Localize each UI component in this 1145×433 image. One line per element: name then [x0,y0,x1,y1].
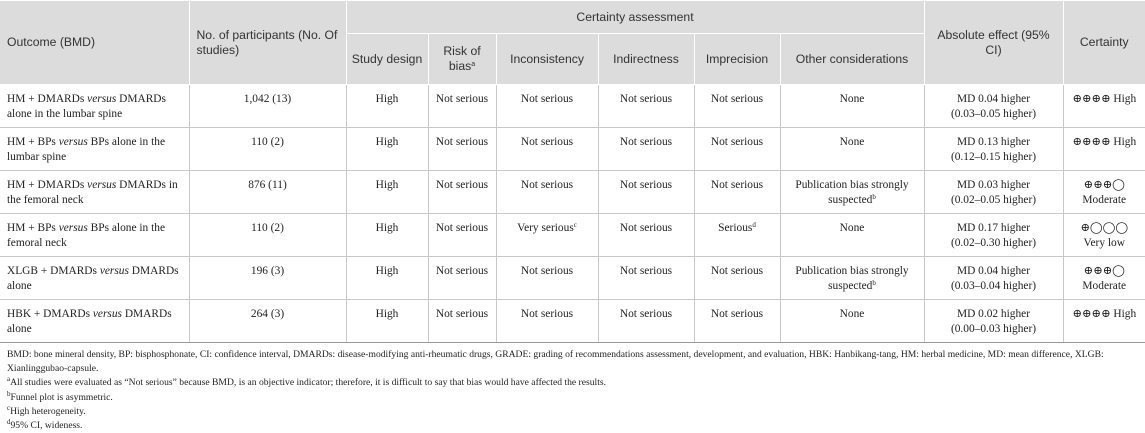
table-footnotes [7,348,1137,433]
other-considerations-cell: None [780,300,924,343]
absolute-effect-cell: MD 0.03 higher (0.02–0.05 higher) [924,171,1063,214]
study-design-cell: High [346,171,428,214]
outcome-cell: HM + BPs versus BPs alone in the lumbar spine [0,128,189,171]
indirectness-cell: Not serious [598,171,694,214]
absolute-effect-cell: MD 0.04 higher (0.03–0.04 higher) [924,257,1063,300]
certainty-cell: ⊕⊕⊕◯ Moderate [1063,171,1145,214]
study-design-cell: High [346,85,428,128]
footnote-abbreviations: BMD: bone mineral density, BP: bisphosphonate, CI: confidence interval, DMARDs: disease-modifying anti-rheumatic drugs, GRADE: grading of recommendations assessment, development, and evaluation, HBK: Hanbikang-tang, HM: herbal medicine, MD: mean difference, XLGB: Xianlinggubao-capsule. [7,349,1104,375]
certainty-cell: ⊕⊕⊕◯ Moderate [1063,257,1145,300]
outcome-cell: XLGB + DMARDs versus DMARDs alone [0,257,189,300]
other-considerations-cell: None [780,214,924,257]
absolute-effect-cell: MD 0.13 higher (0.12–0.15 higher) [924,128,1063,171]
inconsistency-cell: Not serious [496,128,598,171]
table-row [0,214,1145,257]
footnote-d: $^d$95% CI, wideness. [7,418,83,432]
indirectness-cell: Not serious [598,85,694,128]
imprecision-cell: Not serious [694,300,780,343]
risk-of-bias-cell: Not serious [428,85,496,128]
outcome-cell: HBK + DMARDs versus DMARDs alone [0,300,189,343]
header-outcome: Outcome (BMD) [0,1,189,85]
risk-of-bias-cell: Not serious [428,171,496,214]
indirectness-cell: Not serious [598,214,694,257]
inconsistency-cell: Not serious [496,85,598,128]
certainty-cell: ⊕⊕⊕⊕ High [1063,300,1145,343]
participants-cell: 110 (2) [189,214,346,257]
header-inconsistency: Inconsistency [496,34,598,85]
participants-cell: 196 (3) [189,257,346,300]
table-row [0,171,1145,214]
header-imprecision: Imprecision [694,34,780,85]
footnote-b: $^b$Funnel plot is asymmetric. [7,389,113,403]
absolute-effect-cell: MD 0.04 higher (0.03–0.05 higher) [924,85,1063,128]
risk-of-bias-cell: Not serious [428,300,496,343]
inconsistency-cell: Not serious [496,300,598,343]
other-considerations-cell: Publication bias strongly suspected$^b$ [780,257,924,300]
study-design-cell: High [346,300,428,343]
header-other-considerations: Other considerations [780,34,924,85]
risk-of-bias-cell: Not serious [428,257,496,300]
inconsistency-cell: Not serious [496,257,598,300]
study-design-cell: High [346,257,428,300]
header-risk-of-bias: Risk of bias$^a$ [428,34,496,85]
inconsistency-cell: Not serious [496,171,598,214]
indirectness-cell: Not serious [598,257,694,300]
participants-cell: 264 (3) [189,300,346,343]
absolute-effect-cell: MD 0.02 higher (0.00–0.03 higher) [924,300,1063,343]
participants-cell: 1,042 (13) [189,85,346,128]
table-row [0,300,1145,343]
risk-of-bias-cell: Not serious [428,128,496,171]
inconsistency-cell: Very serious$^c$ [496,214,598,257]
imprecision-cell: Not serious [694,128,780,171]
header-participants: No. of participants (No. Of studies) [189,1,346,85]
outcome-cell: HM + DMARDs versus DMARDs in the femoral neck [0,171,189,214]
outcome-cell: HM + BPs versus BPs alone in the femoral neck [0,214,189,257]
certainty-cell: ⊕◯◯◯ Very low [1063,214,1145,257]
imprecision-cell: Serious$^d$ [694,214,780,257]
header-indirectness: Indirectness [598,34,694,85]
footnote-a: $^a$All studies were evaluated as “Not serious” because BMD, is an objective indicator; therefore, it is difficult to say that bias would have affected the results. [7,375,606,389]
outcome-cell: HM + DMARDs versus DMARDs alone in the lumbar spine [0,85,189,128]
absolute-effect-cell: MD 0.17 higher (0.02–0.30 higher) [924,214,1063,257]
study-design-cell: High [346,214,428,257]
certainty-cell: ⊕⊕⊕⊕ High [1063,85,1145,128]
header-certainty-assessment: Certainty assessment [346,1,924,34]
table-row [0,257,1145,300]
other-considerations-cell: None [780,85,924,128]
certainty-cell: ⊕⊕⊕⊕ High [1063,128,1145,171]
indirectness-cell: Not serious [598,300,694,343]
participants-cell: 110 (2) [189,128,346,171]
other-considerations-cell: Publication bias strongly suspected$^b$ [780,171,924,214]
table-row [0,128,1145,171]
indirectness-cell: Not serious [598,128,694,171]
imprecision-cell: Not serious [694,85,780,128]
footnote-c: $^c$High heterogeneity. [7,403,86,417]
table-body [0,85,1145,343]
other-considerations-cell: None [780,128,924,171]
imprecision-cell: Not serious [694,257,780,300]
study-design-cell: High [346,128,428,171]
risk-of-bias-cell: Not serious [428,214,496,257]
header-study-design: Study design [346,34,428,85]
imprecision-cell: Not serious [694,171,780,214]
participants-cell: 876 (11) [189,171,346,214]
header-absolute-effect: Absolute effect (95% CI) [924,1,1063,85]
table-row [0,85,1145,128]
header-certainty: Certainty [1063,1,1145,85]
